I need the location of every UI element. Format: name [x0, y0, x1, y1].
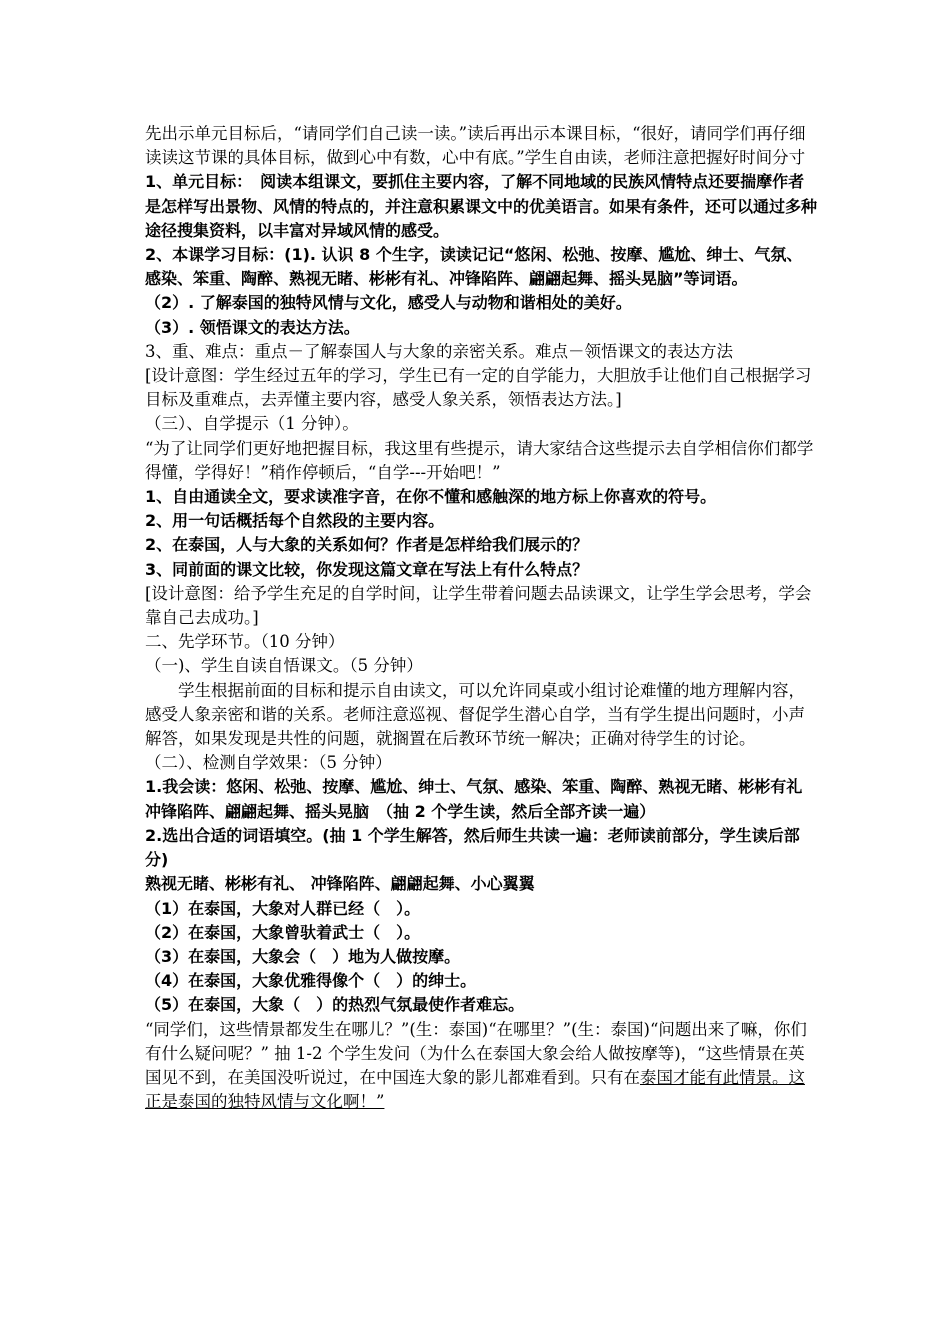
paragraph: [设计意图：给予学生充足的自学时间，让学生带着问题去品读课文，让学生学会思考，学会靠自己去成功。]: [145, 583, 812, 628]
paragraph: （3）在泰国，大象会（ ）地为人做按摩。: [145, 946, 461, 966]
paragraph: （3）. 领悟课文的表达方法。: [145, 317, 360, 337]
paragraph: 熟视无睹、彬彬有礼、 冲锋陷阵、翩翩起舞、小心翼翼: [145, 874, 535, 894]
paragraph: （2）. 了解泰国的独特风情与文化，感受人与动物和谐相处的美好。: [145, 293, 632, 313]
paragraph: 先出示单元目标后，“请同学们自己读一读。”读后再出示本课目标，“很好，请同学们再仔细读读这节课的具体目标，做到心中有数，心中有底。”学生自由读，老师注意把握好时间分寸: [145, 124, 806, 168]
paragraph: （三）、自学提示（1 分钟）。: [145, 414, 359, 434]
paragraph: 1.我会读：悠闲、松弛、按摩、尴尬、绅士、气氛、感染、笨重、陶醉、熟视无睹、彬彬有礼 冲锋陷阵、翩翩起舞、摇头晃脑 （抽 2 个学生读，然后全部齐读一遍）: [145, 777, 803, 821]
paragraph: （2）在泰国，大象曾驮着武士（ ）。: [145, 922, 421, 942]
paragraph: （一)、学生自读自悟课文。（5 分钟）: [145, 656, 423, 676]
paragraph: 2.选出合适的词语填空。(抽 1 个学生解答，然后师生共读一遍：老师读前部分，学生读后部分): [145, 825, 800, 870]
paragraph: （5）在泰国，大象（ ）的热烈气氛最使作者难忘。: [145, 995, 525, 1015]
paragraph: （4）在泰国，大象优雅得像个（ ）的绅士。: [145, 971, 477, 991]
paragraph: 1、单元目标： 阅读本组课文，要抓住主要内容，了解不同地域的民族风情特点还要揣摩作者是怎样写出景物、风情的特点的，并注意积累课文中的优美语言。如果有条件，还可以通过多种途径搜集资料，以丰富对异域风情的感受。: [145, 172, 818, 240]
paragraph: （1）在泰国，大象对人群已经（ ）。: [145, 898, 421, 918]
paragraph: “为了让同学们更好地把握目标，我这里有些提示，请大家结合这些提示去自学相信你们都学得懂，学得好！”稍作停顿后，“自学---开始吧！”: [145, 438, 814, 482]
paragraph: 学生根据前面的目标和提示自由读文，可以允许同桌或小组讨论难懂的地方理解内容，感受人象亲密和谐的关系。老师注意巡视、督促学生潜心自学，当有学生提出问题时，小声解答，如果发现是共性的问题，就搁置在后教环节统一解决；正确对待学生的讨论。: [145, 680, 805, 749]
paragraph: 2、本课学习目标：(1). 认识 8 个生字，读读记记“悠闲、松弛、按摩、尴尬、绅士、气氛、感染、笨重、陶醉、熟视无睹、彬彬有礼、冲锋陷阵、翩翩起舞、摇头晃脑”等词语。: [145, 245, 803, 289]
paragraph: 3、同前面的课文比较，你发现这篇文章在写法上有什么特点？: [145, 559, 589, 579]
underlined-text: 泰国才能有此情景。这正是泰国的独特风情与文化啊！”: [145, 1067, 805, 1112]
closing-paragraph: [145, 1018, 817, 1115]
closing-text: “同学们，这些情景都发生在哪儿？”(生：泰国)“在哪里？”(生：泰国)“问题出来了嘛，你们有什么疑问呢？” 抽 1-2 个学生发问（为什么在泰国大象会给人做按摩等)，“这些情景在英国见不到，在美国没听说过，在中国连大象的影儿都难看到。只有在: [145, 1019, 807, 1087]
paragraph: 二、先学环节。（10 分钟）: [145, 632, 345, 652]
paragraph: 2、用一句话概括每个自然段的主要内容。: [145, 511, 445, 531]
document-body: [145, 122, 817, 1114]
paragraph: 2、在泰国，人与大象的关系如何？作者是怎样给我们展示的？: [145, 535, 589, 555]
paragraph: [设计意图：学生经过五年的学习，学生已有一定的自学能力，大胆放手让他们自己根据学习目标及重难点，去弄懂主要内容，感受人象关系，领悟表达方法。]: [145, 366, 812, 410]
paragraph: 3、重、难点：重点－了解泰国人与大象的亲密关系。难点－领悟课文的表达方法: [145, 341, 733, 361]
paragraph: 1、自由通读全文，要求读准字音，在你不懂和感触深的地方标上你喜欢的符号。: [145, 487, 717, 507]
paragraph: （二）、检测自学效果：（5 分钟）: [145, 753, 392, 773]
